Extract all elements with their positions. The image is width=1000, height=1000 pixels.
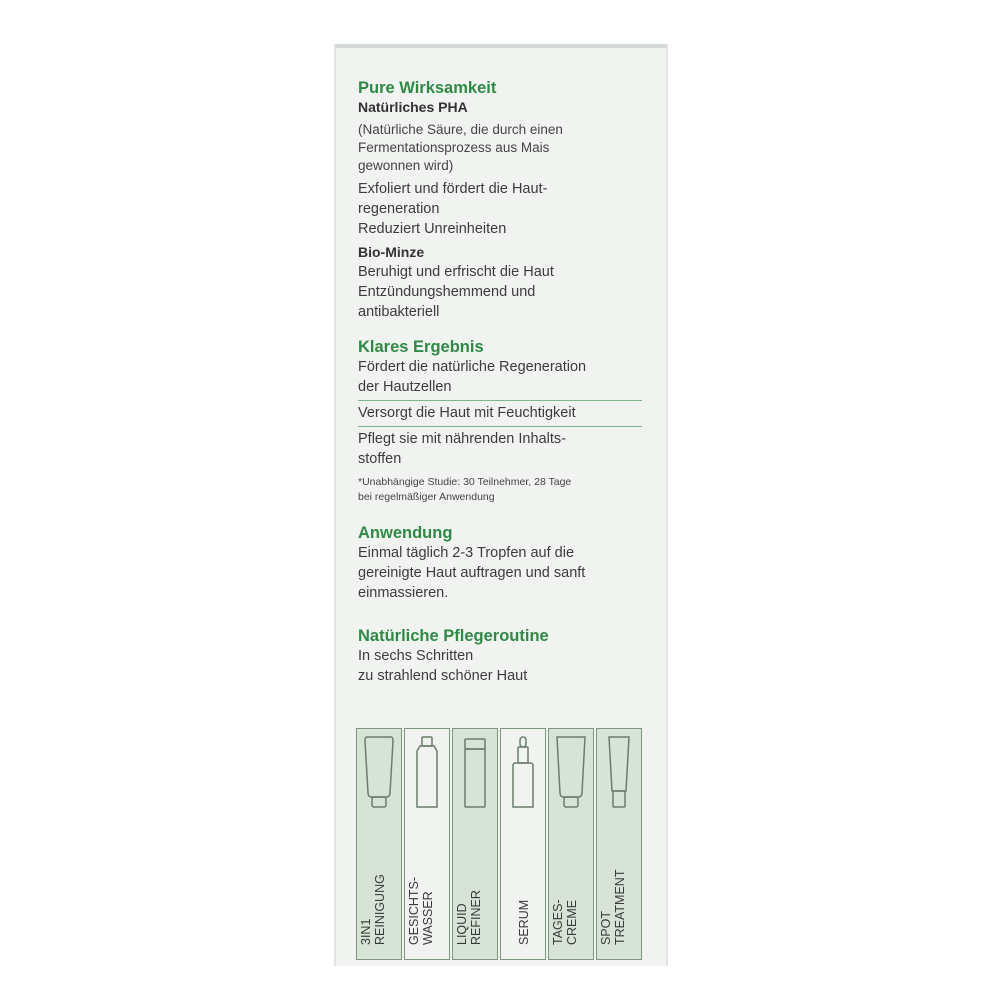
pha-note-line: gewonnen wird) [358,158,454,173]
dropper-icon [505,735,541,811]
routine-line: zu strahlend schöner Haut [358,668,528,684]
heading-pflegeroutine: Natürliche Pflegeroutine [358,627,549,645]
pha-note-line: Fermentationsprozess aus Mais [358,140,550,155]
step-gesichtswasser [404,728,450,960]
routine-line: In sechs Schritten [358,648,474,664]
step-reinigung [356,728,402,960]
step-serum [500,728,546,960]
pha-benefit-line: regeneration [358,201,440,217]
ergebnis-item-line: Fördert die natürliche Regeneration [358,359,587,375]
step-label: TAGES- CREME [551,899,579,945]
divider [358,400,642,401]
step-label: GESICHTS- WASSER [407,876,435,945]
anwendung-line: einmassieren. [358,585,449,601]
minze-title: Bio-Minze [358,244,425,260]
footnote-line: *Unabhängige Studie: 30 Teilnehmer, 28 Tage [358,476,572,488]
pha-benefit-line: Reduziert Unreinheiten [358,221,507,237]
step-spot-treatment [596,728,642,960]
step-tagescreme [548,728,594,960]
footnote-line: bei regelmäßiger Anwendung [358,491,495,503]
ergebnis-item-line: Pflegt sie mit nährenden Inhalts- [358,431,566,447]
step-label: LIQUID REFINER [455,890,483,945]
box-top-flap [334,44,668,48]
anwendung-line: gereinigte Haut auftragen und sanft [358,565,586,581]
step-label: SERUM [517,899,531,945]
ergebnis-item-line: stoffen [358,451,402,467]
minze-benefit-line: Entzündungshemmend und [358,284,536,300]
pha-note-line: (Natürliche Säure, die durch einen [358,122,563,137]
heading-pure-wirksamkeit: Pure Wirksamkeit [358,79,497,97]
tube-icon [361,735,397,811]
box-left-edge [334,44,336,966]
routine-steps [356,728,642,960]
flask-icon [457,735,493,811]
minze-benefit-line: Beruhigt und erfrischt die Haut [358,264,554,280]
slim-tube-icon [601,735,637,811]
heading-klares-ergebnis: Klares Ergebnis [358,338,484,356]
minze-benefit-line: antibakteriell [358,304,440,320]
step-label: 3IN1 REINIGUNG [359,874,387,945]
step-label: SPOT TREATMENT [599,869,627,945]
divider [358,426,642,427]
ergebnis-item-line: der Hautzellen [358,379,452,395]
pha-benefit-line: Exfoliert und fördert die Haut- [358,181,548,197]
cream-tube-icon [553,735,589,811]
anwendung-line: Einmal täglich 2-3 Tropfen auf die [358,545,575,561]
step-liquid-refiner [452,728,498,960]
bottle-icon [409,735,445,811]
heading-anwendung: Anwendung [358,524,453,542]
box-right-edge [666,44,668,966]
text-content [358,78,648,686]
pha-title: Natürliches PHA [358,99,468,115]
ergebnis-item-line: Versorgt die Haut mit Feuchtigkeit [358,405,576,421]
